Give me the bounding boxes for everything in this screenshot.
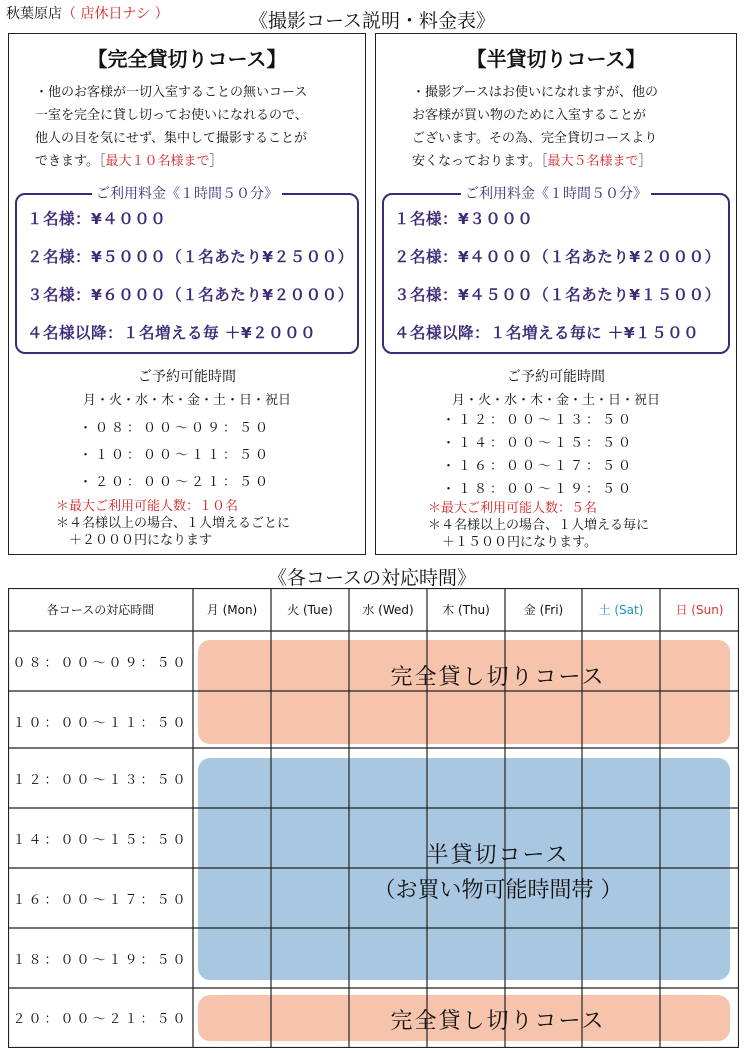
day-header-thu: 木 (Thu) <box>442 603 490 617</box>
desc-line: ございます。その為、完全貸切コースより <box>412 131 658 146</box>
day-header-fri: 金 (Fri) <box>523 603 564 617</box>
reservation-slot: ・２０：００～２１：５０ <box>79 475 272 490</box>
full-course-description <box>35 81 355 173</box>
time-slot-label: １８：００～１９：５０ <box>12 953 189 968</box>
desc-line: 一室を完全に貸し切ってお使いになれるので、 <box>35 108 308 123</box>
price-header: ご利用料金《１時間５０分》 <box>461 186 651 202</box>
holiday-note: （ 店休日ナシ ） <box>62 6 169 22</box>
schedule-corner-label: 各コースの対応時間 <box>46 603 155 617</box>
half-course-band-label: 半貸切コース <box>426 843 570 868</box>
extra-person-note: ＊４名様以上の場合、１人増える毎に <box>428 518 650 533</box>
extra-person-note-2: ＋１５００円になります。 <box>442 535 597 550</box>
full-course-band-label: 完全貸し切りコース <box>390 665 606 690</box>
price-row: ２名様：¥４０００（１名あたり¥２０００） <box>394 248 721 266</box>
reservation-slot: ・１６：００～１７：５０ <box>442 459 635 474</box>
desc-line: できます。［最大１０名様まで］ <box>35 154 223 169</box>
reservation-slot: ・１４：００～１５：５０ <box>442 436 635 451</box>
max-people-note: ＊最大ご利用可能人数：５名 <box>428 501 598 516</box>
day-header-wed: 水 (Wed) <box>362 603 414 617</box>
desc-line: 他人の目を気にせず、集中して撮影することが <box>35 131 307 146</box>
reservation-slot: ・１８：００～１９：５０ <box>442 482 635 497</box>
half-course-band-sublabel: （お買い物可能時間帯 ） <box>373 878 623 903</box>
reservation-days: 月・火・水・木・金・土・日・祝日 <box>82 393 291 408</box>
page-title: 《撮影コース説明・料金表》 <box>248 10 496 32</box>
reservation-slot: ・０８：００～０９：５０ <box>79 421 272 436</box>
full-course-price-box <box>15 186 359 354</box>
reservation-header: ご予約可能時間 <box>507 369 605 385</box>
half-course-panel <box>375 33 737 555</box>
day-header-tue: 火 (Tue) <box>287 603 333 617</box>
full-course-evening-band-label: 完全貸し切りコース <box>390 1009 606 1034</box>
half-course-title: 【半貸切りコース】 <box>466 47 646 71</box>
max-people-note: ＊最大ご利用可能人数：１０名 <box>56 499 239 514</box>
reservation-slot: ・１２：００～１３：５０ <box>442 413 635 428</box>
half-course-price-box <box>382 186 730 354</box>
half-course-description <box>412 81 726 173</box>
desc-line: ・撮影ブースはお使いになれますが、他の <box>412 85 658 100</box>
full-course-title: 【完全貸切りコース】 <box>87 47 287 71</box>
time-slot-label: １２：００～１３：５０ <box>12 773 189 788</box>
price-row: ３名様：¥４５００（１名あたり¥１５００） <box>394 286 721 304</box>
price-row: ４名様以降：１名増える毎 ＋¥２０００ <box>27 324 317 342</box>
schedule-title: 《各コースの対応時間》 <box>267 567 477 589</box>
price-row: ４名様以降：１名増える毎に ＋¥１５００ <box>394 324 700 342</box>
full-course-panel <box>8 33 366 555</box>
price-row: １名様：¥３０００ <box>394 210 534 228</box>
reservation-slot: ・１０：００～１１：５０ <box>79 448 272 463</box>
day-header-mon: 月 (Mon) <box>206 603 258 617</box>
day-header-sun: 日 (Sun) <box>675 603 724 617</box>
time-slot-label: ２０：００～２１：５０ <box>12 1012 189 1027</box>
desc-line: ・他のお客様が一切入室することの無いコース <box>35 85 308 100</box>
extra-person-note: ＊４名様以上の場合、１人増えるごとに <box>56 516 291 531</box>
time-slot-label: １０：００～１１：５０ <box>12 716 189 731</box>
time-slot-label: １４：００～１５：５０ <box>12 833 189 848</box>
price-header: ご利用料金《１時間５０分》 <box>92 186 282 202</box>
price-row: ２名様：¥５０００（１名あたり¥２５００） <box>27 248 354 266</box>
max-capacity: 最大５名様まで <box>547 154 639 169</box>
day-header-sat: 土 (Sat) <box>598 603 644 617</box>
reservation-header: ご予約可能時間 <box>138 369 236 385</box>
desc-line: お客様が買い物のために入室することが <box>412 108 647 123</box>
max-capacity: 最大１０名様まで <box>105 154 210 169</box>
extra-person-note-2: ＋２０００円になります <box>69 533 213 548</box>
price-row: ３名様：¥６０００（１名あたり¥２０００） <box>27 286 354 304</box>
store-label: 秋葉原店 <box>6 6 62 22</box>
price-row: １名様：¥４０００ <box>27 210 167 228</box>
time-slot-label: ０８：００～０９：５０ <box>12 656 189 671</box>
reservation-days: 月・火・水・木・金・土・日・祝日 <box>451 393 660 408</box>
desc-line: 安くなっております。［最大５名様まで］ <box>412 154 652 169</box>
time-slot-label: １６：００～１７：５０ <box>12 893 189 908</box>
